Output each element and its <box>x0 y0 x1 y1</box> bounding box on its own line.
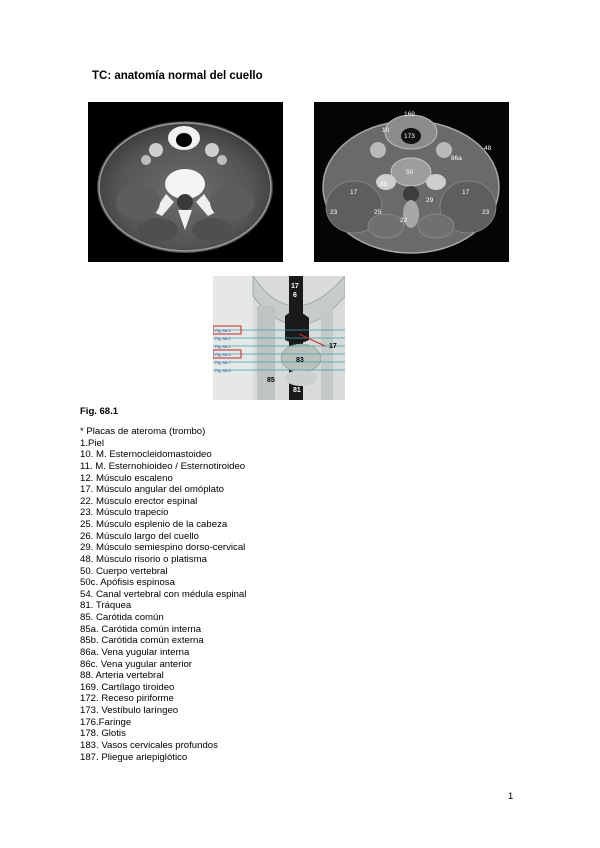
fig-ref-5: Fig. 68.7 <box>215 360 231 365</box>
ct-label-23-right: 23 <box>482 209 490 216</box>
legend-item: 10. M. Esternocleidomastoideo <box>80 449 212 461</box>
page-number: 1 <box>508 791 514 802</box>
sag-label-17: 17 <box>329 343 337 350</box>
legend-item: 26. Músculo largo del cuello <box>80 530 199 542</box>
legend-item: 48. Músculo risorio o platisma <box>80 553 207 565</box>
ct-label-88: 88 <box>380 181 388 188</box>
ct-label-17-right: 17 <box>462 189 470 196</box>
ct-label-48: 48 <box>484 145 492 152</box>
ct-label-22: 22 <box>400 217 408 224</box>
legend-item: 86a. Vena yugular interna <box>80 646 190 658</box>
legend-item: 17. Músculo angular del omóplato <box>80 484 224 496</box>
legend-item: 11. M. Esternohioideo / Esternotiroideo <box>80 460 246 472</box>
legend-item: 12. Músculo escaleno <box>80 472 173 484</box>
ct-label-86a: 86a <box>451 155 462 162</box>
legend-item: 169. Cartílago tiroideo <box>80 681 175 693</box>
legend-item: 85b. Carótida común externa <box>80 635 204 647</box>
ct-label-173: 173 <box>404 133 415 140</box>
legend-item: 22. Músculo erector espinal <box>80 495 198 507</box>
ct-label-169: 169 <box>404 111 415 118</box>
figure-label: Fig. 68.1 <box>80 406 119 417</box>
legend-item: 173. Vestíbulo laríngeo <box>80 705 179 716</box>
legend-item: 172. Receso piriforme <box>80 693 174 705</box>
sag-label-176-bottom: 6 <box>293 292 297 299</box>
fig-ref-4: Fig. 68.5 <box>215 352 231 357</box>
ct-image-labeled <box>314 102 509 262</box>
legend-item: 23. Músculo trapecio <box>80 507 169 519</box>
legend-item: 86c. Vena yugular anterior <box>80 658 193 670</box>
legend-item: 50c. Apófisis espinosa <box>80 577 175 589</box>
ct-image-bone-window <box>88 102 283 262</box>
legend-item: 176.Faringe <box>80 716 132 728</box>
ct-label-50: 50 <box>406 169 414 176</box>
fig-ref-3: Fig. 68.1 <box>215 344 231 349</box>
sag-label-81: 81 <box>293 387 301 394</box>
ct-label-23-left: 23 <box>330 209 338 216</box>
legend-item: 178. Glotis <box>80 728 126 740</box>
legend-item: 25. Músculo esplenio de la cabeza <box>80 519 228 530</box>
legend-item: * Placas de ateroma (trombo) <box>80 426 206 437</box>
legend-item: 50. Cuerpo vertebral <box>80 565 168 577</box>
legend-item: 183. Vasos cervicales profundos <box>80 739 218 751</box>
legend-item: 85a. Carótida común interna <box>80 623 202 635</box>
sagittal-reference-image <box>213 276 345 400</box>
ct-label-17-left: 17 <box>350 189 358 196</box>
legend-item: 88. Arteria vertebral <box>80 670 164 682</box>
fig-ref-2: Fig. 68.2 <box>215 336 231 341</box>
legend-item: 81. Tráquea <box>80 600 132 612</box>
fig-ref-1: Fig. 68.3 <box>215 328 231 333</box>
legend-item: 29. Músculo semiespino dorso-cervical <box>80 542 246 554</box>
page-title: TC: anatomía normal del cuello <box>92 70 263 82</box>
sag-label-83: 83 <box>296 357 304 364</box>
legend-item: 54. Canal vertebral con médula espinal <box>80 588 247 600</box>
legend-item: 85. Carótida común <box>80 612 164 623</box>
legend-list <box>80 426 246 763</box>
ct-label-10: 10 <box>382 127 390 134</box>
ct-label-29: 29 <box>426 197 434 204</box>
legend-item: 187. Pliegue ariepiglótico <box>80 751 188 763</box>
legend-item: 1.Piel <box>80 437 104 449</box>
ct-label-25: 25 <box>374 209 382 216</box>
sag-label-176-top: 17 <box>291 283 299 290</box>
sag-label-85: 85 <box>267 377 275 384</box>
fig-ref-6: Fig. 68.5 <box>215 368 231 373</box>
